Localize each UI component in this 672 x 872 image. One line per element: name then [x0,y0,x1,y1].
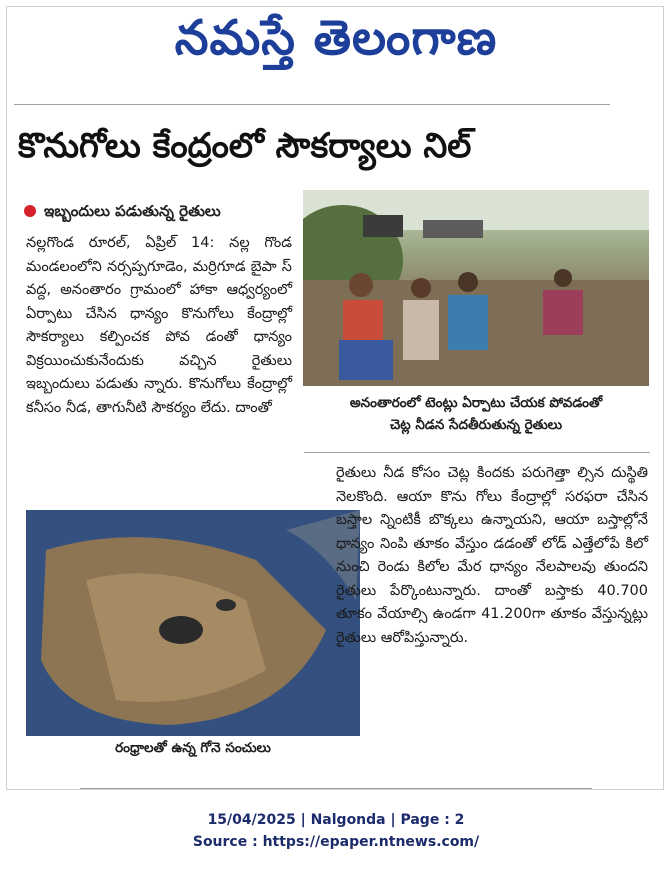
subhead-text: ఇబ్బందులు పడుతున్న రైతులు [44,202,221,220]
article-column-1: నల్లగొండ రూరల్, ఏప్రిల్ 14: నల్ల గొండ మండలంలోని నర్సప్పగూడెం, మర్రిగూడ బైపా స్ వద్ద, అనంతారం గ్రామంలో హాకా ఆధ్వర్యంలో ఏర్పాటు చేసిన ధాన్యం కొనుగోలు కేంద్రాల్లో సౌకర్యాలు కల్పించక పోవ డంతో ధాన్యం విక్రయించుకునేందుకు వచ్చిన రైతులు ఇబ్బందులు పడుతు న్నారు. కొనుగోలు కేంద్రాల్లో కనీసం నీడ, తాగునీటి సౌకర్యం లేదు. దాంతో [26,235,292,416]
top-rule [14,104,610,105]
footer-source: Source : https://epaper.ntnews.com/ [192,834,480,850]
newspaper-masthead: నమస్తే తెలంగాణ [174,10,498,66]
red-bullet-icon [24,205,36,217]
farmers-photo-illustration [303,190,649,386]
photo1-caption-line1: అనంతారంలో టెంట్లు ఏర్పాటు చేయక పోవడంతో [349,395,603,411]
photo-torn-gunny-bags [26,510,360,736]
bottom-rule [80,788,592,789]
gunny-bag-illustration [26,510,360,736]
article-headline: కొనుగోలు కేంద్రంలో సౌకర్యాలు నిల్ [18,126,472,166]
photo2-caption: రంధ్రాలతో ఉన్న గోనె సంచులు [115,740,271,756]
mid-rule [304,452,650,453]
photo1-caption [303,392,649,436]
footer-date-edition: 15/04/2025 | Nalgonda | Page : 2 [207,812,465,828]
article-subhead [24,202,221,224]
photo1-caption-line2: చెట్ల నీడన సేదతీరుతున్న రైతులు [389,417,563,433]
photo-farmers-under-tree [303,190,649,386]
article-column-2: రైతులు నీడ కోసం చెట్ల కిందకు పరుగెత్తా ల్సిన దుస్థితి నెలకొంది. ఆయా కొను గోలు కేంద్రాల్లో సరఫరా చేసిన బస్తాల న్నింటికీ బొక్కలు ఉన్నాయని, ఆయా బస్తాల్లోనే ధాన్యం నింపి తూకం వేస్తుం డడంతో లోడ్ ఎత్తేలోపే కిలో నుంచి రెండు కిలోల మేర ధాన్యం నేలపాలవు తుందని రైతులు పేర్కొంటున్నారు. దాంతో బస్తాకు 40.700 తూకం వేయాల్సి ఉండగా 41.200గా తూకం వేస్తున్నట్లు రైతులు ఆరోపిస్తున్నారు. [336,465,648,646]
